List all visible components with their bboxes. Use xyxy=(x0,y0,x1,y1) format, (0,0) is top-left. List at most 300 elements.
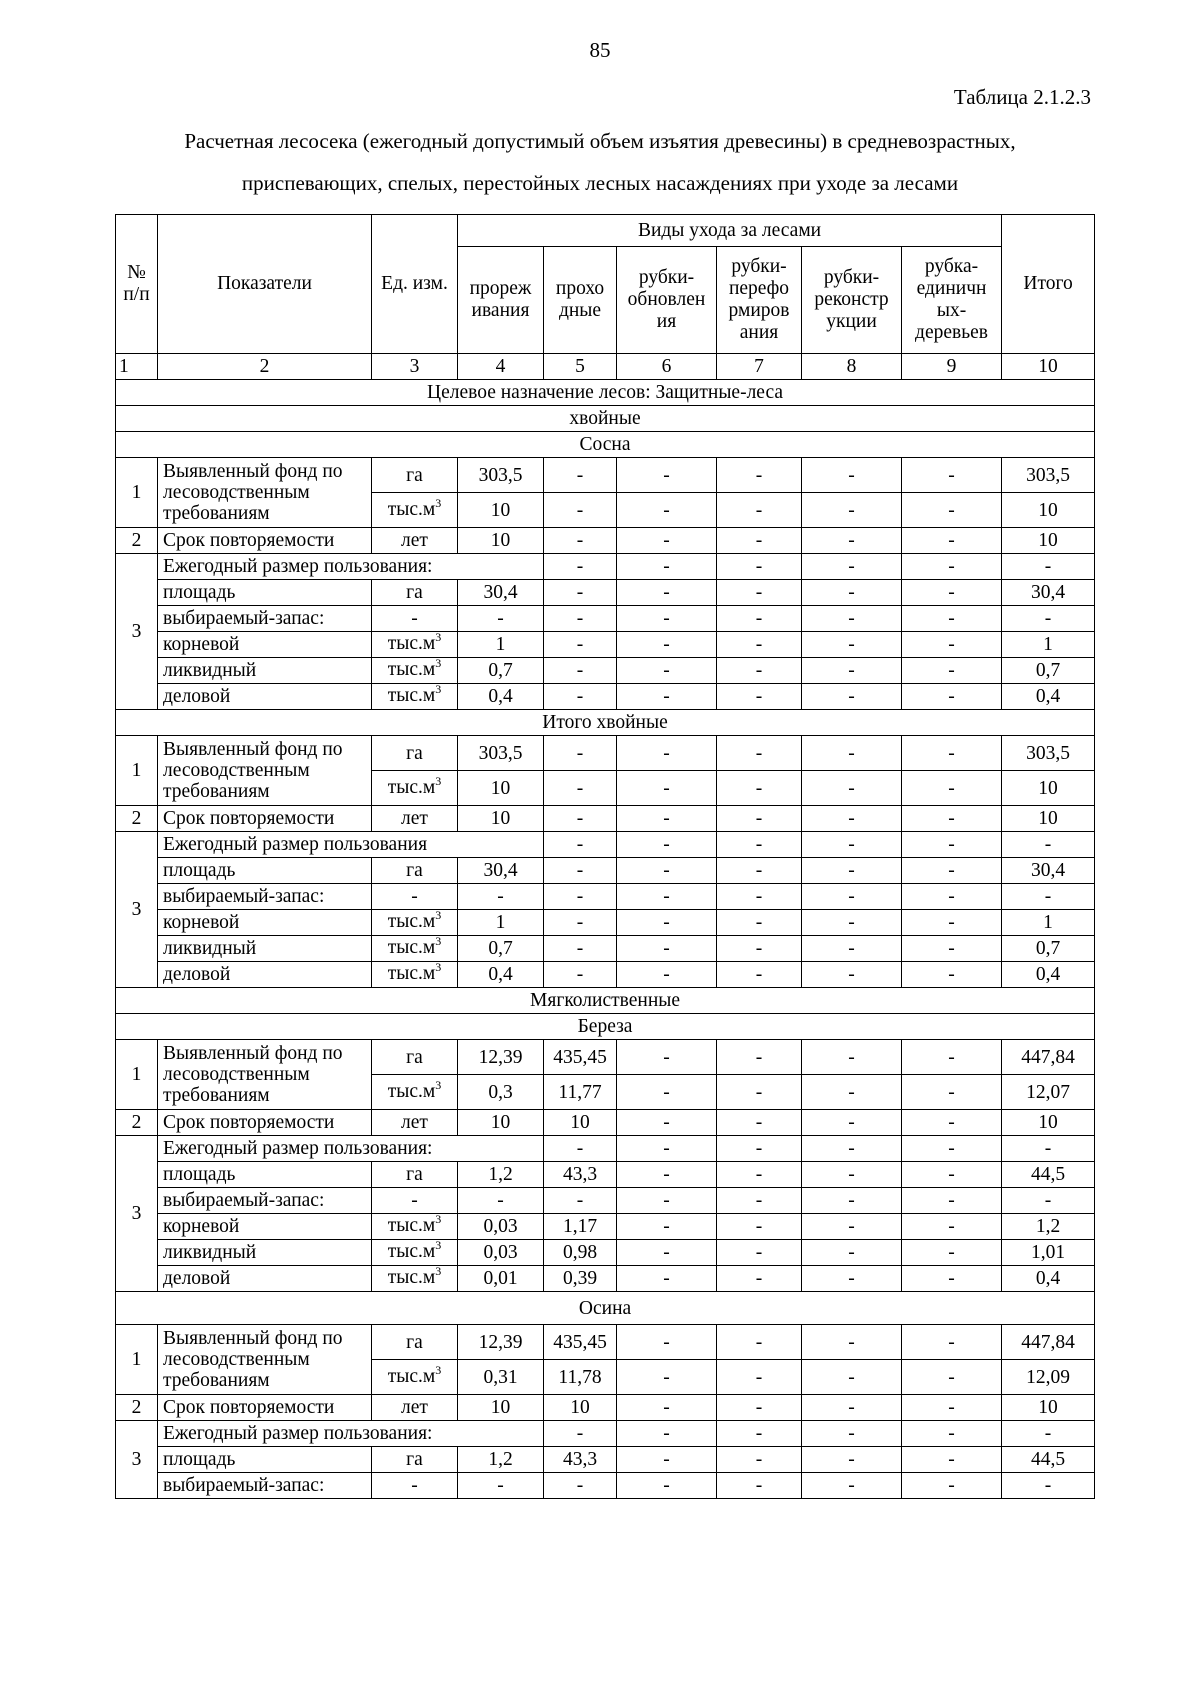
unit-text: тыс.м xyxy=(387,1080,436,1102)
header-care-types: Виды ухода за лесами xyxy=(458,215,1002,247)
value-cell: - xyxy=(902,458,1002,493)
col-number: 7 xyxy=(717,354,802,380)
value-cell: - xyxy=(544,606,617,632)
value-cell: - xyxy=(802,1266,902,1292)
value-cell: - xyxy=(802,936,902,962)
table-row xyxy=(116,736,1095,771)
area-label: площадь xyxy=(158,1447,372,1473)
value-cell: 10 xyxy=(1002,1395,1095,1421)
value-cell: - xyxy=(617,1240,717,1266)
value-cell: - xyxy=(717,1162,802,1188)
value-cell: - xyxy=(717,632,802,658)
value-cell: - xyxy=(544,962,617,988)
value-cell: - xyxy=(617,493,717,528)
section-conifers: хвойные xyxy=(116,406,1095,432)
value-cell: - xyxy=(717,1188,802,1214)
header-num: № п/п xyxy=(116,215,158,354)
value-cell: - xyxy=(544,580,617,606)
unit-cell xyxy=(372,910,458,936)
header-type: рубка- единичн ых- деревьев xyxy=(902,247,1002,354)
col-number: 6 xyxy=(617,354,717,380)
value-cell: - xyxy=(717,1447,802,1473)
section-row xyxy=(116,1292,1095,1325)
value-cell: - xyxy=(802,736,902,771)
unit-text: тыс.м xyxy=(387,1241,436,1262)
stock-label: выбираемый-запас: xyxy=(158,1188,372,1214)
value-cell: - xyxy=(717,458,802,493)
value-cell: - xyxy=(717,771,802,806)
value-cell: - xyxy=(802,493,902,528)
table-row xyxy=(116,1136,1095,1162)
value-cell: - xyxy=(717,910,802,936)
table-row xyxy=(116,1325,1095,1360)
row-number: 2 xyxy=(116,528,158,554)
value-cell: 12,07 xyxy=(1002,1075,1095,1110)
unit-cell xyxy=(372,1214,458,1240)
unit-cell xyxy=(372,1240,458,1266)
value-cell: - xyxy=(617,832,717,858)
value-cell: - xyxy=(802,684,902,710)
unit-text: тыс.м xyxy=(387,1267,436,1288)
table-row xyxy=(116,1447,1095,1473)
value-cell: - xyxy=(717,962,802,988)
value-cell: - xyxy=(717,1266,802,1292)
value-cell: - xyxy=(902,1240,1002,1266)
value-cell: - xyxy=(717,580,802,606)
row-number: 3 xyxy=(116,832,158,988)
value-cell: - xyxy=(617,1162,717,1188)
value-cell: - xyxy=(902,858,1002,884)
col-number: 4 xyxy=(458,354,544,380)
value-cell: - xyxy=(802,1360,902,1395)
table-row xyxy=(116,1188,1095,1214)
value-cell: - xyxy=(617,528,717,554)
value-cell: - xyxy=(717,832,802,858)
value-cell: - xyxy=(802,1447,902,1473)
value-cell: - xyxy=(544,528,617,554)
value-cell: 10 xyxy=(458,1110,544,1136)
value-cell: - xyxy=(617,736,717,771)
value-cell: 10 xyxy=(458,528,544,554)
value-cell: - xyxy=(717,936,802,962)
table-row xyxy=(116,528,1095,554)
unit-cell: га xyxy=(372,458,458,493)
value-cell: - xyxy=(1002,832,1095,858)
value-cell: - xyxy=(544,493,617,528)
liquid-label: ликвидный xyxy=(158,1240,372,1266)
row-number: 3 xyxy=(116,1421,158,1499)
value-cell: 303,5 xyxy=(1002,736,1095,771)
header-type: прореж ивания xyxy=(458,247,544,354)
value-cell: - xyxy=(802,580,902,606)
unit-superscript: 3 xyxy=(435,495,442,510)
col-number: 3 xyxy=(372,354,458,380)
value-cell: - xyxy=(458,606,544,632)
value-cell: - xyxy=(617,1395,717,1421)
value-cell: - xyxy=(902,1473,1002,1499)
liquid-label: ликвидный xyxy=(158,936,372,962)
table-row xyxy=(116,1266,1095,1292)
stock-label: выбираемый-запас: xyxy=(158,606,372,632)
table-row xyxy=(116,910,1095,936)
table-row xyxy=(116,936,1095,962)
table-row xyxy=(116,1110,1095,1136)
row-number: 1 xyxy=(116,458,158,528)
period-label: Срок повторяемости xyxy=(158,1110,372,1136)
value-cell: 12,09 xyxy=(1002,1360,1095,1395)
unit-text: тыс.м xyxy=(387,911,436,932)
value-cell: - xyxy=(617,806,717,832)
value-cell: - xyxy=(617,632,717,658)
value-cell: 0,7 xyxy=(458,936,544,962)
row-number: 2 xyxy=(116,1110,158,1136)
table-row xyxy=(116,962,1095,988)
value-cell: - xyxy=(544,806,617,832)
value-cell: 11,77 xyxy=(544,1075,617,1110)
value-cell: - xyxy=(802,554,902,580)
liquid-label: ликвидный xyxy=(158,658,372,684)
header-type: рубки- перефо рмиров ания xyxy=(717,247,802,354)
unit-cell xyxy=(372,1075,458,1110)
value-cell: - xyxy=(617,1110,717,1136)
value-cell: - xyxy=(1002,1188,1095,1214)
value-cell: - xyxy=(902,1110,1002,1136)
business-label: деловой xyxy=(158,1266,372,1292)
value-cell: - xyxy=(372,1473,458,1499)
table-row xyxy=(116,458,1095,493)
unit-superscript: 3 xyxy=(435,631,442,644)
value-cell: 10 xyxy=(1002,1110,1095,1136)
unit-text: тыс.м xyxy=(387,776,436,798)
root-label: корневой xyxy=(158,1214,372,1240)
unit-cell xyxy=(372,632,458,658)
value-cell: - xyxy=(617,1266,717,1292)
value-cell: - xyxy=(1002,1473,1095,1499)
unit-superscript: 3 xyxy=(435,1213,442,1226)
value-cell: - xyxy=(902,632,1002,658)
col-number: 8 xyxy=(802,354,902,380)
value-cell: - xyxy=(617,910,717,936)
annual-label: Ежегодный размер пользования: xyxy=(158,1421,544,1447)
value-cell: 30,4 xyxy=(1002,580,1095,606)
value-cell: 435,45 xyxy=(544,1325,617,1360)
value-cell: 1 xyxy=(458,632,544,658)
col-number: 9 xyxy=(902,354,1002,380)
value-cell: - xyxy=(802,1473,902,1499)
area-label: площадь xyxy=(158,580,372,606)
row-number: 3 xyxy=(116,554,158,710)
value-cell: 1,17 xyxy=(544,1214,617,1240)
row-number: 3 xyxy=(116,1136,158,1292)
value-cell: - xyxy=(544,736,617,771)
value-cell: 303,5 xyxy=(458,458,544,493)
value-cell: - xyxy=(902,936,1002,962)
value-cell: - xyxy=(544,1136,617,1162)
table-row xyxy=(116,1162,1095,1188)
value-cell: 30,4 xyxy=(1002,858,1095,884)
value-cell: - xyxy=(617,1421,717,1447)
value-cell: - xyxy=(717,684,802,710)
value-cell: - xyxy=(802,528,902,554)
value-cell: 0,03 xyxy=(458,1240,544,1266)
fund-label: Выявленный фонд по лесоводственным требованиям xyxy=(158,458,372,528)
unit-superscript: 3 xyxy=(435,773,442,788)
value-cell: - xyxy=(617,1075,717,1110)
page-number: 85 xyxy=(589,38,611,62)
header-type: прохо дные xyxy=(544,247,617,354)
table-row xyxy=(116,632,1095,658)
value-cell: 30,4 xyxy=(458,580,544,606)
section-aspen: Осина xyxy=(116,1292,1095,1325)
value-cell: 10 xyxy=(544,1395,617,1421)
value-cell: - xyxy=(802,1240,902,1266)
unit-cell: га xyxy=(372,1447,458,1473)
value-cell: - xyxy=(902,806,1002,832)
value-cell: - xyxy=(717,1110,802,1136)
value-cell: - xyxy=(802,1040,902,1075)
unit-text: тыс.м xyxy=(387,633,436,654)
value-cell: - xyxy=(617,858,717,884)
table-row xyxy=(116,1395,1095,1421)
value-cell: - xyxy=(544,1188,617,1214)
value-cell: 1,01 xyxy=(1002,1240,1095,1266)
value-cell: - xyxy=(802,458,902,493)
unit-cell: га xyxy=(372,736,458,771)
unit-cell: га xyxy=(372,580,458,606)
unit-cell: лет xyxy=(372,1395,458,1421)
value-cell: 10 xyxy=(458,1395,544,1421)
section-row xyxy=(116,1014,1095,1040)
value-cell: - xyxy=(717,528,802,554)
unit-superscript: 3 xyxy=(435,935,442,948)
title-line-1: Расчетная лесосека (ежегодный допустимый объем изъятия древесины) в средневозрастных, xyxy=(184,129,1016,153)
unit-cell: га xyxy=(372,1162,458,1188)
value-cell: - xyxy=(902,684,1002,710)
value-cell: 10 xyxy=(458,493,544,528)
annual-label: Ежегодный размер пользования: xyxy=(158,1136,544,1162)
value-cell: - xyxy=(617,936,717,962)
value-cell: 0,03 xyxy=(458,1214,544,1240)
section-birch: Береза xyxy=(116,1014,1095,1040)
value-cell: - xyxy=(802,1421,902,1447)
value-cell: - xyxy=(717,554,802,580)
root-label: корневой xyxy=(158,632,372,658)
value-cell: - xyxy=(617,884,717,910)
value-cell: 12,39 xyxy=(458,1040,544,1075)
value-cell: - xyxy=(902,1360,1002,1395)
value-cell: 435,45 xyxy=(544,1040,617,1075)
value-cell: 10 xyxy=(1002,806,1095,832)
forest-harvest-table xyxy=(115,214,1095,1499)
value-cell: 0,7 xyxy=(458,658,544,684)
unit-text: тыс.м xyxy=(387,685,436,706)
value-cell: - xyxy=(617,1447,717,1473)
value-cell: - xyxy=(1002,884,1095,910)
value-cell: 1 xyxy=(458,910,544,936)
value-cell: - xyxy=(1002,1136,1095,1162)
unit-cell xyxy=(372,936,458,962)
value-cell: 10 xyxy=(458,771,544,806)
col-number: 5 xyxy=(544,354,617,380)
header-indicators: Показатели xyxy=(158,215,372,354)
value-cell: - xyxy=(717,1421,802,1447)
value-cell: - xyxy=(902,1421,1002,1447)
value-cell: - xyxy=(1002,554,1095,580)
unit-cell: га xyxy=(372,1325,458,1360)
value-cell: - xyxy=(902,1447,1002,1473)
value-cell: - xyxy=(802,1395,902,1421)
value-cell: - xyxy=(544,554,617,580)
unit-cell: га xyxy=(372,858,458,884)
row-number: 2 xyxy=(116,806,158,832)
value-cell: - xyxy=(802,910,902,936)
value-cell: - xyxy=(717,1325,802,1360)
period-label: Срок повторяемости xyxy=(158,806,372,832)
table-row xyxy=(116,858,1095,884)
section-softwood: Мягколиственные xyxy=(116,988,1095,1014)
value-cell: - xyxy=(902,884,1002,910)
value-cell: 0,4 xyxy=(1002,1266,1095,1292)
unit-superscript: 3 xyxy=(435,1265,442,1278)
value-cell: - xyxy=(617,1473,717,1499)
value-cell: - xyxy=(617,580,717,606)
value-cell: - xyxy=(617,1214,717,1240)
title-line-2: приспевающих, спелых, перестойных лесных насаждениях при уходе за лесами xyxy=(241,171,959,195)
value-cell: - xyxy=(617,658,717,684)
unit-cell xyxy=(372,1360,458,1395)
value-cell: 0,4 xyxy=(1002,962,1095,988)
value-cell: - xyxy=(802,1162,902,1188)
header-unit: Ед. изм. xyxy=(372,215,458,354)
table-row xyxy=(116,658,1095,684)
value-cell: 1,2 xyxy=(1002,1214,1095,1240)
value-cell: - xyxy=(717,1395,802,1421)
section-conifers-total: Итого хвойные xyxy=(116,710,1095,736)
value-cell: 10 xyxy=(1002,493,1095,528)
value-cell: - xyxy=(802,884,902,910)
value-cell: 10 xyxy=(458,806,544,832)
table-row xyxy=(116,684,1095,710)
value-cell: 303,5 xyxy=(458,736,544,771)
value-cell: - xyxy=(617,1040,717,1075)
value-cell: - xyxy=(902,658,1002,684)
value-cell: - xyxy=(372,884,458,910)
unit-cell xyxy=(372,493,458,528)
table-row xyxy=(116,1240,1095,1266)
value-cell: - xyxy=(902,1075,1002,1110)
value-cell: - xyxy=(544,458,617,493)
table-title xyxy=(60,120,1140,204)
period-label: Срок повторяемости xyxy=(158,1395,372,1421)
value-cell: 44,5 xyxy=(1002,1162,1095,1188)
value-cell: 0,01 xyxy=(458,1266,544,1292)
unit-cell: га xyxy=(372,1040,458,1075)
value-cell: - xyxy=(902,1188,1002,1214)
value-cell: - xyxy=(717,1075,802,1110)
unit-cell: лет xyxy=(372,528,458,554)
value-cell: 1 xyxy=(1002,632,1095,658)
value-cell: - xyxy=(902,528,1002,554)
period-label: Срок повторяемости xyxy=(158,528,372,554)
value-cell: - xyxy=(544,936,617,962)
value-cell: - xyxy=(902,1162,1002,1188)
value-cell: - xyxy=(1002,606,1095,632)
value-cell: - xyxy=(458,1473,544,1499)
value-cell: - xyxy=(802,1325,902,1360)
value-cell: 10 xyxy=(544,1110,617,1136)
fund-label: Выявленный фонд по лесоводственным требованиям xyxy=(158,736,372,806)
value-cell: 0,31 xyxy=(458,1360,544,1395)
value-cell: 10 xyxy=(1002,771,1095,806)
value-cell: - xyxy=(902,736,1002,771)
unit-superscript: 3 xyxy=(435,657,442,670)
unit-text: тыс.м xyxy=(387,498,436,520)
table-row xyxy=(116,1473,1095,1499)
value-cell: - xyxy=(902,554,1002,580)
value-cell: - xyxy=(902,1214,1002,1240)
value-cell: - xyxy=(717,1136,802,1162)
table-row xyxy=(116,554,1095,580)
value-cell: - xyxy=(717,493,802,528)
row-number: 1 xyxy=(116,1040,158,1110)
value-cell: - xyxy=(902,493,1002,528)
area-label: площадь xyxy=(158,858,372,884)
business-label: деловой xyxy=(158,962,372,988)
root-label: корневой xyxy=(158,910,372,936)
value-cell: - xyxy=(717,1473,802,1499)
value-cell: - xyxy=(802,858,902,884)
value-cell: 30,4 xyxy=(458,858,544,884)
value-cell: 1,2 xyxy=(458,1162,544,1188)
value-cell: - xyxy=(617,458,717,493)
value-cell: - xyxy=(617,684,717,710)
unit-superscript: 3 xyxy=(435,1239,442,1252)
value-cell: 0,3 xyxy=(458,1075,544,1110)
value-cell: - xyxy=(717,858,802,884)
value-cell: - xyxy=(544,832,617,858)
table-row xyxy=(116,606,1095,632)
value-cell: - xyxy=(458,884,544,910)
row-number: 2 xyxy=(116,1395,158,1421)
value-cell: - xyxy=(802,632,902,658)
unit-cell xyxy=(372,1266,458,1292)
value-cell: - xyxy=(617,1188,717,1214)
value-cell: - xyxy=(902,580,1002,606)
col-number: 2 xyxy=(158,354,372,380)
section-pine: Сосна xyxy=(116,432,1095,458)
table-row xyxy=(116,806,1095,832)
value-cell: 303,5 xyxy=(1002,458,1095,493)
value-cell: - xyxy=(902,910,1002,936)
value-cell: - xyxy=(617,1360,717,1395)
value-cell: - xyxy=(902,1266,1002,1292)
section-row xyxy=(116,988,1095,1014)
value-cell: 1,2 xyxy=(458,1447,544,1473)
section-purpose: Целевое назначение лесов: Защитные-леса xyxy=(116,380,1095,406)
value-cell: 0,4 xyxy=(1002,684,1095,710)
value-cell: - xyxy=(902,1040,1002,1075)
value-cell: - xyxy=(544,632,617,658)
value-cell: - xyxy=(802,606,902,632)
value-cell: - xyxy=(802,806,902,832)
value-cell: 0,4 xyxy=(458,962,544,988)
col-number: 1 xyxy=(116,354,158,380)
value-cell: - xyxy=(717,1360,802,1395)
fund-label: Выявленный фонд по лесоводственным требованиям xyxy=(158,1325,372,1395)
value-cell: 11,78 xyxy=(544,1360,617,1395)
unit-superscript: 3 xyxy=(435,1077,442,1092)
value-cell: - xyxy=(544,858,617,884)
